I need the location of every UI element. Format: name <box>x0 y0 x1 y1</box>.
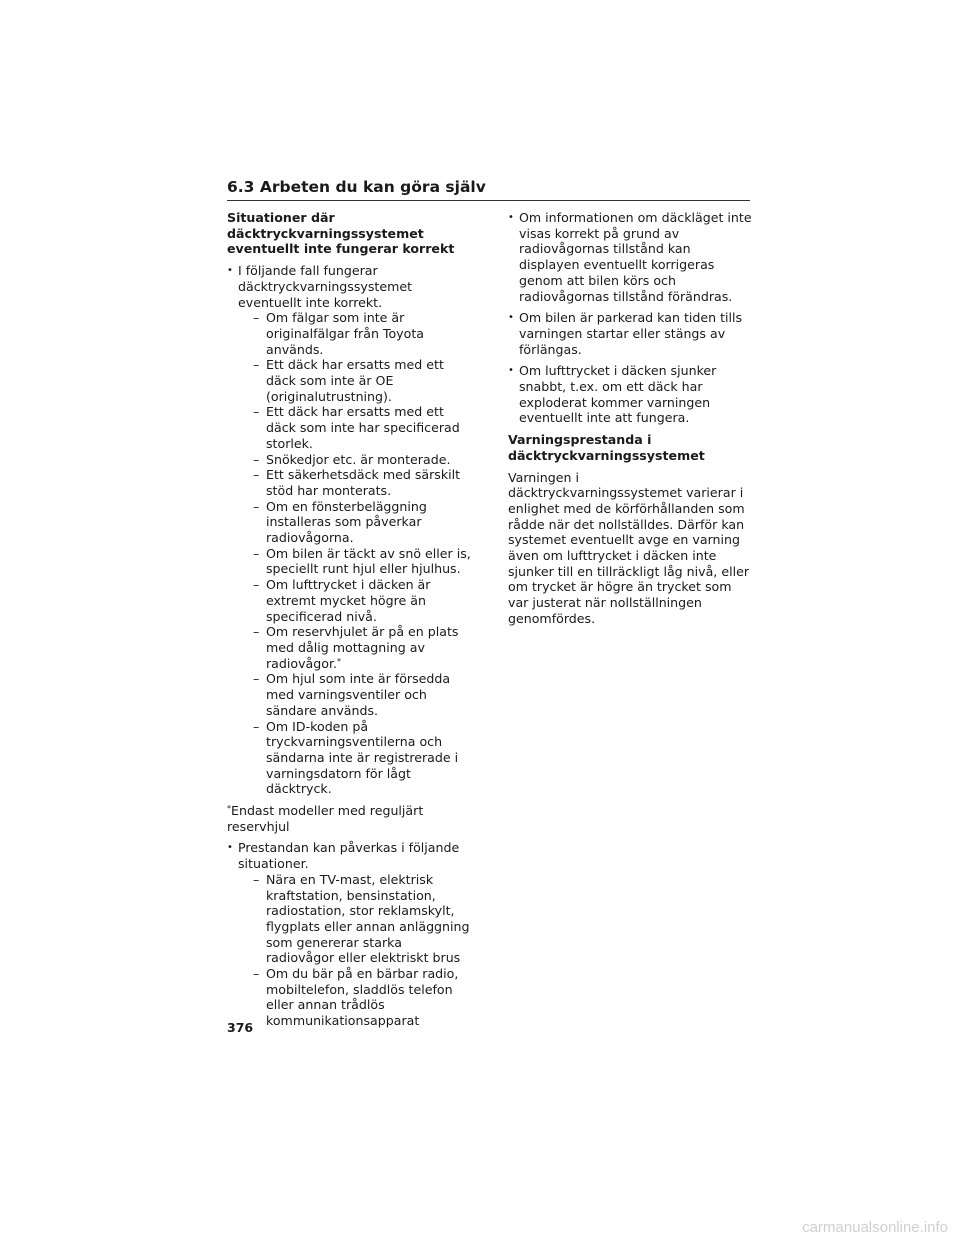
section-header: 6.3 Arbeten du kan göra själv <box>227 178 750 201</box>
left-column <box>227 210 472 1035</box>
dash-item: – Om reservhjulet är på en plats med dålig mottagning av radiovågor.* <box>253 624 472 671</box>
dash-item: – Om du bär på en bärbar radio, mobiltelefon, sladdlös telefon eller annan trådlös kommunikationsapparat <box>253 966 472 1029</box>
dash-item: – Ett däck har ersatts med ett däck som inte har specificerad storlek. <box>253 404 472 451</box>
bullet-item: • I följande fall fungerar däcktryckvarningssystemet eventuellt inte korrekt. – Om fälgar som inte är originalfälgar från Toyota används. – Ett däck har ersatts med ett däck som inte är OE (originalutrustning). – Ett däck har ersatts med ett däck som inte har specificerad storlek. – Snökedjor etc. är monterade. – Ett säkerhetsdäck med särskilt stöd har monterats. – Om en fönsterbeläggning installeras som påverkar radiovågorna. – Om bilen är täckt av snö eller is, speciellt runt hjul eller hjulhus. – Om lufttrycket i däcken är extremt mycket högre än specificerad nivå. – Om reservhjulet är på en plats med dålig mottagning av radiovågor.* – Om hjul som inte är försedda med varningsventiler och sändare används. – Om ID-koden på tryckvarningsventilerna och sändarna inte är registrerade i varningsdatorn för lågt däcktryck. <box>227 263 472 797</box>
dash-item: – Nära en TV-mast, elektrisk kraftstation, bensinstation, radiostation, stor reklamskylt, flygplats eller annan anläggning som genererar starka radiovågor eller elektriskt brus <box>253 872 472 966</box>
dash-item: – Ett däck har ersatts med ett däck som inte är OE (originalutrustning). <box>253 357 472 404</box>
bullet-list-1 <box>227 263 472 797</box>
bullet-list-2 <box>227 840 472 1028</box>
heading-warning-performance: Varningsprestanda i däcktryckvarningssystemet <box>508 432 705 463</box>
page-number: 376 <box>227 1020 254 1035</box>
dash-item: – Om bilen är täckt av snö eller is, speciellt runt hjul eller hjulhus. <box>253 546 472 577</box>
footnote-marker: * <box>227 804 231 814</box>
footnote-marker: * <box>337 656 341 666</box>
bullet-list-3 <box>508 210 754 426</box>
bullet-item: • Om informationen om däckläget inte visas korrekt på grund av radiovågornas tillstånd kan displayen eventuellt korrigeras genom att bilen körs och radiovågornas tillstånd förändras. <box>508 210 754 304</box>
dash-list <box>238 872 472 1029</box>
dash-item: – Om lufttrycket i däcken är extremt mycket högre än specificerad nivå. <box>253 577 472 624</box>
watermark: carmanualsonline.info <box>802 1219 948 1236</box>
bullet-item: • Om bilen är parkerad kan tiden tills varningen startar eller stängs av förlängas. <box>508 310 754 357</box>
paragraph-warning-performance: Varningen i däcktryckvarningssystemet varierar i enlighet med de körförhållanden som rådde när det nollställdes. Därför kan systemet eventuellt avge en varning även om lufttrycket i däcken inte sjunker till en tillräckligt låg nivå, eller om trycket är högre än trycket som var justerat när nollställningen genomfördes. <box>508 469 749 626</box>
dash-list <box>238 310 472 797</box>
footnote: *Endast modeller med reguljärt reservhjul <box>227 803 424 834</box>
dash-item: – Om ID-koden på tryckvarningsventilerna och sändarna inte är registrerade i varningsdatorn för lågt däcktryck. <box>253 719 472 798</box>
dash-item: – Om en fönsterbeläggning installeras som påverkar radiovågorna. <box>253 499 472 546</box>
dash-item: – Ett säkerhetsdäck med särskilt stöd har monterats. <box>253 467 472 498</box>
dash-item: – Snökedjor etc. är monterade. <box>253 452 472 468</box>
bullet-item: • Prestandan kan påverkas i följande situationer. – Nära en TV-mast, elektrisk kraftstation, bensinstation, radiostation, stor reklamskylt, flygplats eller annan anläggning som genererar starka radiovågor eller elektriskt brus – Om du bär på en bärbar radio, mobiltelefon, sladdlös telefon eller annan trådlös kommunikationsapparat <box>227 840 472 1028</box>
dash-item: – Om fälgar som inte är originalfälgar från Toyota används. <box>253 310 472 357</box>
heading-situations: Situationer där däcktryckvarningssystemet eventuellt inte fungerar korrekt <box>227 210 455 257</box>
right-column <box>508 210 754 627</box>
bullet-item: • Om lufttrycket i däcken sjunker snabbt, t.ex. om ett däck har exploderat kommer varningen eventuellt inte att fungera. <box>508 363 754 426</box>
dash-item: – Om hjul som inte är försedda med varningsventiler och sändare används. <box>253 671 472 718</box>
